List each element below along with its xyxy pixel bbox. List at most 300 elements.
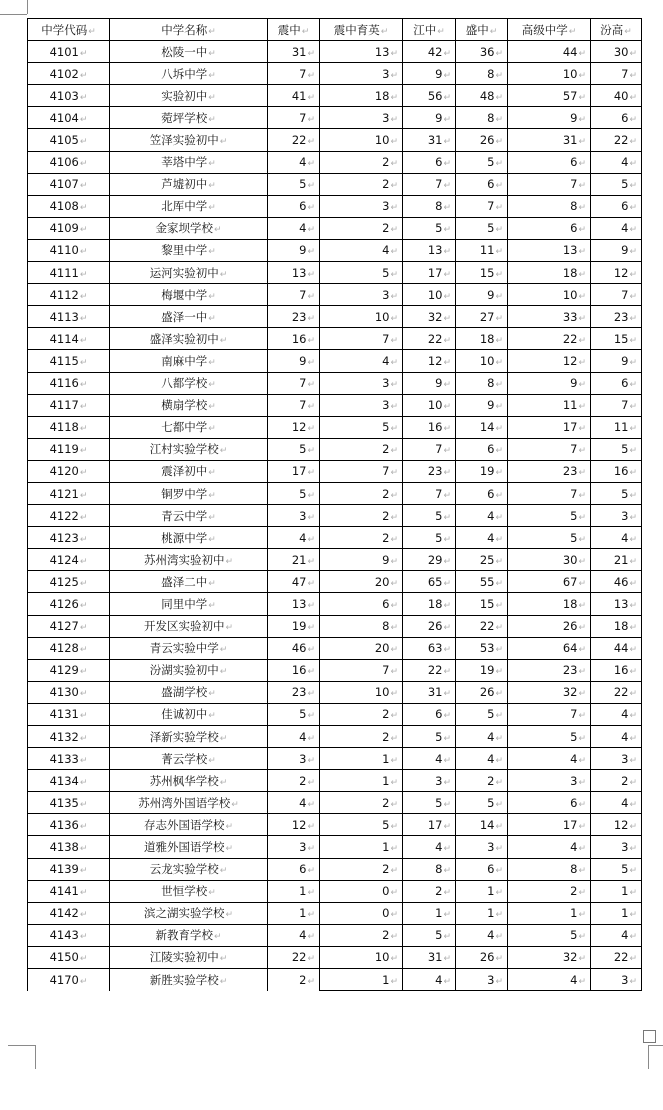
quota-cell[interactable] [403, 416, 456, 438]
quota-cell[interactable] [456, 41, 508, 63]
quota-cell[interactable] [456, 726, 508, 748]
quota-cell[interactable] [268, 438, 320, 460]
quota-cell[interactable] [456, 129, 508, 151]
quota-cell[interactable] [268, 107, 320, 129]
quota-cell[interactable] [320, 969, 403, 991]
quota-cell[interactable] [320, 350, 403, 372]
quota-cell[interactable] [456, 637, 508, 659]
quota-cell[interactable] [320, 858, 403, 880]
quota-cell[interactable] [268, 659, 320, 681]
school-name-cell[interactable] [110, 659, 268, 681]
quota-cell[interactable] [403, 394, 456, 416]
quota-cell[interactable] [320, 394, 403, 416]
quota-cell[interactable] [591, 63, 642, 85]
school-name-cell[interactable] [110, 460, 268, 482]
quota-cell[interactable] [456, 703, 508, 725]
school-code-cell[interactable] [28, 173, 110, 195]
school-name-cell[interactable] [110, 85, 268, 107]
school-name-cell[interactable] [110, 814, 268, 836]
school-name-cell[interactable] [110, 703, 268, 725]
quota-cell[interactable] [508, 41, 591, 63]
quota-cell[interactable] [591, 969, 642, 991]
school-name-cell[interactable] [110, 792, 268, 814]
quota-cell[interactable] [268, 726, 320, 748]
school-code-cell[interactable] [28, 946, 110, 968]
quota-cell[interactable] [403, 681, 456, 703]
quota-cell[interactable] [508, 814, 591, 836]
school-code-cell[interactable] [28, 858, 110, 880]
quota-cell[interactable] [508, 946, 591, 968]
school-code-cell[interactable] [28, 460, 110, 482]
quota-cell[interactable] [591, 151, 642, 173]
quota-cell[interactable] [320, 681, 403, 703]
quota-cell[interactable] [508, 173, 591, 195]
school-name-cell[interactable] [110, 239, 268, 261]
school-code-cell[interactable] [28, 482, 110, 504]
school-code-cell[interactable] [28, 703, 110, 725]
school-code-cell[interactable] [28, 637, 110, 659]
quota-cell[interactable] [591, 195, 642, 217]
quota-cell[interactable] [320, 129, 403, 151]
quota-cell[interactable] [268, 306, 320, 328]
quota-cell[interactable] [268, 460, 320, 482]
quota-cell[interactable] [508, 726, 591, 748]
school-code-cell[interactable] [28, 836, 110, 858]
quota-cell[interactable] [268, 63, 320, 85]
quota-cell[interactable] [320, 770, 403, 792]
quota-cell[interactable] [403, 902, 456, 924]
quota-cell[interactable] [320, 195, 403, 217]
school-code-cell[interactable] [28, 438, 110, 460]
quota-cell[interactable] [403, 85, 456, 107]
quota-cell[interactable] [403, 350, 456, 372]
school-name-cell[interactable] [110, 902, 268, 924]
school-code-cell[interactable] [28, 549, 110, 571]
quota-cell[interactable] [508, 438, 591, 460]
quota-cell[interactable] [591, 505, 642, 527]
school-name-cell[interactable] [110, 946, 268, 968]
school-name-cell[interactable] [110, 262, 268, 284]
quota-cell[interactable] [268, 703, 320, 725]
quota-cell[interactable] [456, 284, 508, 306]
quota-cell[interactable] [456, 615, 508, 637]
quota-cell[interactable] [268, 858, 320, 880]
school-code-cell[interactable] [28, 217, 110, 239]
quota-cell[interactable] [403, 505, 456, 527]
school-name-cell[interactable] [110, 284, 268, 306]
quota-cell[interactable] [268, 239, 320, 261]
quota-cell[interactable] [320, 239, 403, 261]
quota-cell[interactable] [268, 593, 320, 615]
quota-cell[interactable] [508, 880, 591, 902]
quota-cell[interactable] [403, 571, 456, 593]
quota-cell[interactable] [508, 85, 591, 107]
school-name-cell[interactable] [110, 858, 268, 880]
quota-cell[interactable] [456, 836, 508, 858]
quota-cell[interactable] [268, 969, 320, 991]
school-code-cell[interactable] [28, 969, 110, 991]
quota-cell[interactable] [508, 306, 591, 328]
quota-cell[interactable] [456, 151, 508, 173]
quota-cell[interactable] [268, 328, 320, 350]
quota-cell[interactable] [268, 549, 320, 571]
quota-cell[interactable] [456, 239, 508, 261]
school-code-cell[interactable] [28, 924, 110, 946]
quota-cell[interactable] [268, 262, 320, 284]
quota-cell[interactable] [456, 902, 508, 924]
school-code-cell[interactable] [28, 195, 110, 217]
quota-cell[interactable] [508, 549, 591, 571]
school-code-cell[interactable] [28, 505, 110, 527]
quota-cell[interactable] [268, 41, 320, 63]
school-name-cell[interactable] [110, 505, 268, 527]
quota-cell[interactable] [320, 726, 403, 748]
quota-cell[interactable] [508, 195, 591, 217]
quota-cell[interactable] [508, 217, 591, 239]
school-code-cell[interactable] [28, 814, 110, 836]
quota-cell[interactable] [403, 284, 456, 306]
quota-cell[interactable] [456, 924, 508, 946]
quota-cell[interactable] [508, 659, 591, 681]
quota-cell[interactable] [320, 637, 403, 659]
quota-cell[interactable] [403, 41, 456, 63]
quota-cell[interactable] [320, 107, 403, 129]
school-name-cell[interactable] [110, 151, 268, 173]
quota-cell[interactable] [508, 107, 591, 129]
quota-cell[interactable] [320, 328, 403, 350]
quota-cell[interactable] [456, 681, 508, 703]
quota-cell[interactable] [456, 460, 508, 482]
quota-cell[interactable] [268, 880, 320, 902]
quota-cell[interactable] [268, 902, 320, 924]
quota-cell[interactable] [403, 770, 456, 792]
school-code-cell[interactable] [28, 107, 110, 129]
quota-cell[interactable] [456, 571, 508, 593]
quota-cell[interactable] [508, 858, 591, 880]
quota-cell[interactable] [456, 858, 508, 880]
quota-cell[interactable] [268, 571, 320, 593]
quota-cell[interactable] [456, 394, 508, 416]
quota-cell[interactable] [403, 880, 456, 902]
quota-cell[interactable] [508, 284, 591, 306]
school-name-cell[interactable] [110, 969, 268, 991]
quota-cell[interactable] [403, 460, 456, 482]
quota-cell[interactable] [268, 770, 320, 792]
quota-cell[interactable] [591, 85, 642, 107]
quota-cell[interactable] [508, 615, 591, 637]
quota-cell[interactable] [320, 151, 403, 173]
quota-cell[interactable] [403, 726, 456, 748]
school-code-cell[interactable] [28, 527, 110, 549]
school-code-cell[interactable] [28, 394, 110, 416]
quota-cell[interactable] [268, 394, 320, 416]
quota-cell[interactable] [591, 129, 642, 151]
quota-cell[interactable] [403, 173, 456, 195]
school-name-cell[interactable] [110, 372, 268, 394]
quota-cell[interactable] [320, 438, 403, 460]
school-name-cell[interactable] [110, 328, 268, 350]
quota-cell[interactable] [591, 416, 642, 438]
quota-cell[interactable] [591, 306, 642, 328]
quota-cell[interactable] [403, 151, 456, 173]
quota-cell[interactable] [403, 659, 456, 681]
table-resize-handle[interactable] [643, 1030, 656, 1043]
quota-cell[interactable] [591, 792, 642, 814]
quota-cell[interactable] [403, 129, 456, 151]
quota-cell[interactable] [403, 792, 456, 814]
school-name-cell[interactable] [110, 217, 268, 239]
quota-cell[interactable] [591, 593, 642, 615]
quota-cell[interactable] [268, 527, 320, 549]
quota-cell[interactable] [591, 770, 642, 792]
school-code-cell[interactable] [28, 792, 110, 814]
quota-cell[interactable] [591, 41, 642, 63]
quota-cell[interactable] [268, 372, 320, 394]
quota-cell[interactable] [508, 129, 591, 151]
quota-cell[interactable] [456, 438, 508, 460]
quota-cell[interactable] [508, 394, 591, 416]
quota-cell[interactable] [456, 350, 508, 372]
quota-cell[interactable] [456, 505, 508, 527]
school-code-cell[interactable] [28, 902, 110, 924]
quota-cell[interactable] [591, 217, 642, 239]
quota-cell[interactable] [591, 880, 642, 902]
quota-cell[interactable] [320, 482, 403, 504]
quota-cell[interactable] [456, 262, 508, 284]
school-code-cell[interactable] [28, 350, 110, 372]
quota-cell[interactable] [508, 637, 591, 659]
quota-cell[interactable] [456, 63, 508, 85]
school-name-cell[interactable] [110, 748, 268, 770]
school-name-cell[interactable] [110, 350, 268, 372]
school-code-cell[interactable] [28, 328, 110, 350]
quota-cell[interactable] [456, 107, 508, 129]
quota-cell[interactable] [591, 615, 642, 637]
quota-cell[interactable] [403, 615, 456, 637]
quota-cell[interactable] [508, 571, 591, 593]
quota-cell[interactable] [591, 284, 642, 306]
quota-cell[interactable] [591, 372, 642, 394]
quota-cell[interactable] [320, 217, 403, 239]
school-name-cell[interactable] [110, 770, 268, 792]
quota-cell[interactable] [456, 482, 508, 504]
school-name-cell[interactable] [110, 571, 268, 593]
quota-cell[interactable] [591, 703, 642, 725]
school-code-cell[interactable] [28, 41, 110, 63]
quota-cell[interactable] [591, 549, 642, 571]
quota-cell[interactable] [456, 416, 508, 438]
quota-cell[interactable] [403, 593, 456, 615]
quota-cell[interactable] [591, 858, 642, 880]
quota-cell[interactable] [268, 615, 320, 637]
quota-cell[interactable] [403, 262, 456, 284]
quota-cell[interactable] [591, 726, 642, 748]
school-code-cell[interactable] [28, 726, 110, 748]
quota-cell[interactable] [591, 748, 642, 770]
quota-cell[interactable] [456, 792, 508, 814]
school-name-cell[interactable] [110, 438, 268, 460]
quota-cell[interactable] [403, 438, 456, 460]
quota-cell[interactable] [268, 85, 320, 107]
quota-cell[interactable] [320, 748, 403, 770]
quota-cell[interactable] [591, 902, 642, 924]
school-name-cell[interactable] [110, 836, 268, 858]
quota-cell[interactable] [403, 814, 456, 836]
quota-cell[interactable] [403, 482, 456, 504]
quota-cell[interactable] [268, 792, 320, 814]
school-name-cell[interactable] [110, 129, 268, 151]
school-code-cell[interactable] [28, 615, 110, 637]
quota-cell[interactable] [268, 350, 320, 372]
school-code-cell[interactable] [28, 262, 110, 284]
quota-cell[interactable] [456, 880, 508, 902]
quota-cell[interactable] [456, 770, 508, 792]
school-code-cell[interactable] [28, 770, 110, 792]
school-code-cell[interactable] [28, 239, 110, 261]
quota-cell[interactable] [320, 460, 403, 482]
school-code-cell[interactable] [28, 681, 110, 703]
school-code-cell[interactable] [28, 129, 110, 151]
school-code-cell[interactable] [28, 416, 110, 438]
quota-cell[interactable] [403, 748, 456, 770]
school-code-cell[interactable] [28, 306, 110, 328]
school-code-cell[interactable] [28, 593, 110, 615]
quota-cell[interactable] [320, 173, 403, 195]
quota-cell[interactable] [403, 549, 456, 571]
school-name-cell[interactable] [110, 63, 268, 85]
quota-cell[interactable] [508, 527, 591, 549]
quota-cell[interactable] [456, 814, 508, 836]
quota-cell[interactable] [456, 946, 508, 968]
quota-cell[interactable] [591, 527, 642, 549]
quota-cell[interactable] [508, 372, 591, 394]
quota-cell[interactable] [591, 262, 642, 284]
quota-cell[interactable] [268, 151, 320, 173]
quota-cell[interactable] [508, 593, 591, 615]
school-name-cell[interactable] [110, 681, 268, 703]
quota-cell[interactable] [456, 328, 508, 350]
quota-cell[interactable] [591, 482, 642, 504]
school-name-cell[interactable] [110, 107, 268, 129]
quota-cell[interactable] [268, 482, 320, 504]
quota-cell[interactable] [320, 549, 403, 571]
quota-cell[interactable] [268, 217, 320, 239]
quota-cell[interactable] [403, 239, 456, 261]
school-name-cell[interactable] [110, 924, 268, 946]
quota-cell[interactable] [320, 880, 403, 902]
quota-cell[interactable] [403, 858, 456, 880]
school-code-cell[interactable] [28, 748, 110, 770]
quota-cell[interactable] [403, 637, 456, 659]
quota-cell[interactable] [403, 195, 456, 217]
quota-cell[interactable] [508, 681, 591, 703]
quota-cell[interactable] [591, 571, 642, 593]
quota-cell[interactable] [508, 416, 591, 438]
quota-cell[interactable] [508, 902, 591, 924]
school-code-cell[interactable] [28, 571, 110, 593]
quota-cell[interactable] [320, 571, 403, 593]
quota-cell[interactable] [268, 836, 320, 858]
quota-cell[interactable] [591, 350, 642, 372]
quota-cell[interactable] [508, 239, 591, 261]
quota-cell[interactable] [508, 924, 591, 946]
quota-cell[interactable] [268, 924, 320, 946]
school-name-cell[interactable] [110, 416, 268, 438]
quota-cell[interactable] [456, 85, 508, 107]
quota-cell[interactable] [456, 195, 508, 217]
quota-cell[interactable] [508, 460, 591, 482]
quota-cell[interactable] [268, 284, 320, 306]
quota-cell[interactable] [591, 328, 642, 350]
quota-cell[interactable] [403, 372, 456, 394]
quota-cell[interactable] [320, 836, 403, 858]
quota-cell[interactable] [403, 217, 456, 239]
school-name-cell[interactable] [110, 195, 268, 217]
quota-cell[interactable] [456, 969, 508, 991]
quota-cell[interactable] [508, 770, 591, 792]
quota-cell[interactable] [456, 593, 508, 615]
school-name-cell[interactable] [110, 394, 268, 416]
quota-cell[interactable] [508, 792, 591, 814]
quota-cell[interactable] [268, 637, 320, 659]
quota-cell[interactable] [320, 792, 403, 814]
quota-cell[interactable] [320, 924, 403, 946]
quota-cell[interactable] [320, 527, 403, 549]
quota-cell[interactable] [320, 85, 403, 107]
quota-cell[interactable] [268, 748, 320, 770]
school-code-cell[interactable] [28, 659, 110, 681]
quota-cell[interactable] [268, 946, 320, 968]
quota-cell[interactable] [268, 814, 320, 836]
quota-cell[interactable] [320, 902, 403, 924]
quota-cell[interactable] [508, 151, 591, 173]
quota-cell[interactable] [456, 659, 508, 681]
quota-cell[interactable] [403, 924, 456, 946]
quota-cell[interactable] [591, 239, 642, 261]
quota-cell[interactable] [320, 372, 403, 394]
quota-cell[interactable] [456, 217, 508, 239]
quota-cell[interactable] [508, 328, 591, 350]
quota-cell[interactable] [456, 173, 508, 195]
quota-cell[interactable] [320, 615, 403, 637]
quota-cell[interactable] [403, 306, 456, 328]
quota-cell[interactable] [320, 593, 403, 615]
quota-cell[interactable] [508, 63, 591, 85]
quota-cell[interactable] [456, 372, 508, 394]
school-name-cell[interactable] [110, 173, 268, 195]
quota-cell[interactable] [320, 262, 403, 284]
quota-cell[interactable] [508, 703, 591, 725]
quota-cell[interactable] [508, 969, 591, 991]
school-code-cell[interactable] [28, 85, 110, 107]
quota-cell[interactable] [320, 416, 403, 438]
quota-cell[interactable] [591, 460, 642, 482]
school-code-cell[interactable] [28, 880, 110, 902]
quota-cell[interactable] [456, 527, 508, 549]
school-name-cell[interactable] [110, 615, 268, 637]
quota-cell[interactable] [320, 306, 403, 328]
quota-cell[interactable] [591, 107, 642, 129]
quota-cell[interactable] [403, 63, 456, 85]
quota-cell[interactable] [403, 328, 456, 350]
quota-cell[interactable] [268, 416, 320, 438]
quota-cell[interactable] [591, 659, 642, 681]
quota-cell[interactable] [456, 306, 508, 328]
quota-cell[interactable] [320, 284, 403, 306]
quota-cell[interactable] [591, 173, 642, 195]
school-name-cell[interactable] [110, 41, 268, 63]
quota-cell[interactable] [456, 549, 508, 571]
